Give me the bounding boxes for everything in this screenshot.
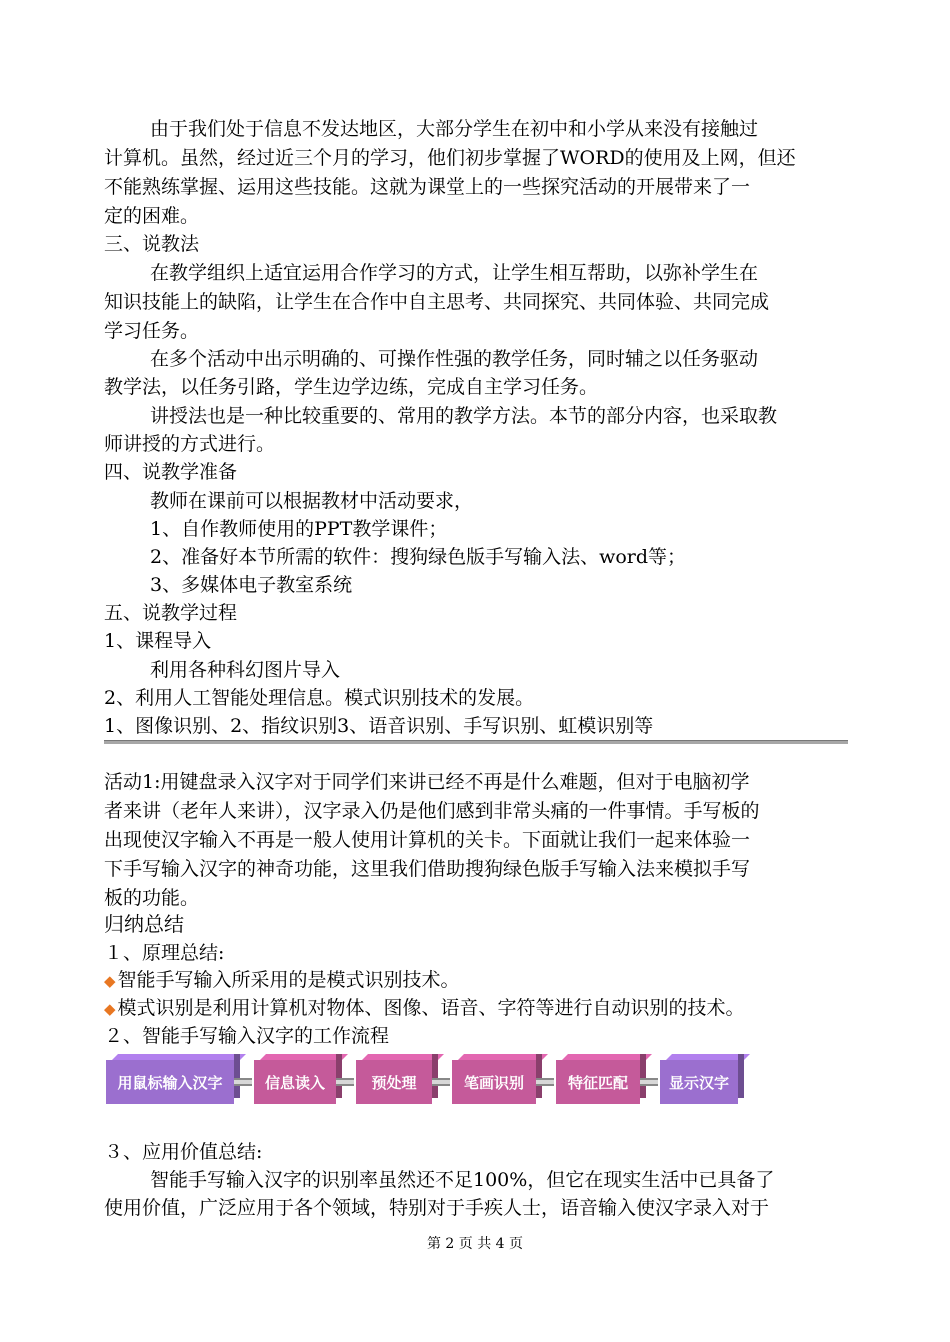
text-line: 教师在课前可以根据教材中活动要求， — [150, 490, 474, 512]
section-heading: 四、说教学准备 — [104, 461, 238, 483]
summary-heading: 归纳总结 — [104, 912, 184, 936]
flow-connector — [640, 1078, 658, 1086]
flow-step: 显示汉字 — [660, 1060, 738, 1104]
page-footer: 第 2 页 共 4 页 — [426, 1236, 524, 1252]
text-line: 在教学组织上适宜运用合作学习的方式，让学生相互帮助，以弥补学生在 — [150, 262, 759, 284]
diamond-bullet-icon: ◆ — [104, 1000, 116, 1018]
bullet-item — [104, 966, 460, 995]
text-line: 定的困难。 — [104, 205, 200, 227]
bullet-item — [104, 994, 745, 1023]
text-line: 教学法，以任务引路，学生边学边练，完成自主学习任务。 — [104, 376, 599, 398]
text-line: 1、图像识别、2、指纹识别3、语音识别、手写识别、虹模识别等 — [104, 715, 654, 737]
text-line: 讲授法也是一种比较重要的、常用的教学方法。本节的部分内容，也采取教 — [150, 405, 778, 427]
diamond-bullet-icon: ◆ — [104, 972, 116, 990]
flow-step: 预处理 — [356, 1060, 432, 1104]
text-line: 2、利用人工智能处理信息。模式识别技术的发展。 — [104, 687, 535, 709]
text-line: 在多个活动中出示明确的、可操作性强的教学任务，同时辅之以任务驱动 — [150, 348, 759, 370]
text-line: 师讲授的方式进行。 — [104, 433, 276, 455]
text-line: １、原理总结: — [104, 942, 225, 964]
text-line: 利用各种科幻图片导入 — [150, 659, 341, 681]
text-line: 计算机。虽然，经过近三个月的学习，他们初步掌握了WORD的使用及上网，但还 — [104, 147, 796, 169]
section-heading: 五、说教学过程 — [104, 602, 238, 624]
text-line: 下手写输入汉字的神奇功能，这里我们借助搜狗绿色版手写输入法来模拟手写 — [104, 858, 751, 880]
bullet-text: 智能手写输入所采用的是模式识别技术。 — [117, 969, 460, 991]
list-item: 1、自作教师使用的PPT教学课件； — [150, 518, 448, 540]
flow-step: 笔画识别 — [452, 1060, 536, 1104]
flow-connector — [536, 1078, 554, 1086]
workflow-diagram — [104, 1054, 764, 1110]
text-line: 使用价值，广泛应用于各个领域，特别对于手疾人士，语音输入使汉字录入对于 — [104, 1197, 770, 1219]
section-heading: 三、说教法 — [104, 233, 200, 255]
text-line: 由于我们处于信息不发达地区，大部分学生在初中和小学从来没有接触过 — [150, 118, 759, 140]
text-line: 智能手写输入汉字的识别率虽然还不足100%，但它在现实生活中已具备了 — [150, 1169, 775, 1191]
text-line: 出现使汉字输入不再是一般人使用计算机的关卡。下面就让我们一起来体验一 — [104, 829, 751, 851]
list-item: 3、多媒体电子教室系统 — [150, 574, 353, 596]
text-line: 活动1:用键盘录入汉字对于同学们来讲已经不再是什么难题，但对于电脑初学 — [104, 771, 750, 793]
text-line: ３、应用价值总结: — [104, 1141, 263, 1163]
text-line: 者来讲（老年人来讲），汉字录入仍是他们感到非常头痛的一件事情。手写板的 — [104, 800, 760, 822]
flow-step: 特征匹配 — [556, 1060, 640, 1104]
flow-step: 用鼠标输入汉字 — [106, 1060, 234, 1104]
list-item: 2、准备好本节所需的软件：搜狗绿色版手写输入法、word等； — [150, 546, 687, 568]
text-line: ２、智能手写输入汉字的工作流程 — [104, 1025, 390, 1047]
text-line: 学习任务。 — [104, 320, 200, 342]
flow-step: 信息读入 — [254, 1060, 336, 1104]
text-line: 不能熟练掌握、运用这些技能。这就为课堂上的一些探究活动的开展带来了一 — [104, 176, 751, 198]
horizontal-divider — [104, 740, 848, 744]
text-line: 知识技能上的缺陷，让学生在合作中自主思考、共同探究、共同体验、共同完成 — [104, 291, 770, 313]
flow-connector — [336, 1078, 354, 1086]
flow-connector — [432, 1078, 450, 1086]
text-line: 板的功能。 — [104, 887, 200, 909]
bullet-text: 模式识别是利用计算机对物体、图像、语音、字符等进行自动识别的技术。 — [117, 997, 745, 1019]
flow-connector — [234, 1078, 252, 1086]
text-line: 1、课程导入 — [104, 630, 212, 652]
